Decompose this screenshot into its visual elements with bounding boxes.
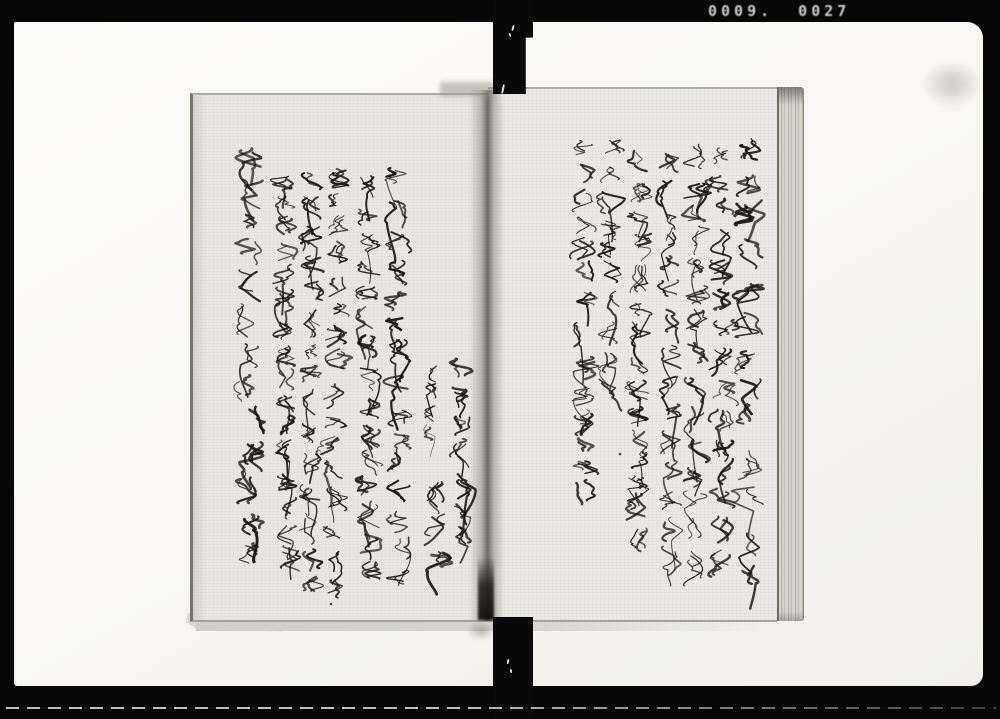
backing-shadow-blotch xyxy=(922,60,982,108)
film-edge-line xyxy=(6,707,996,709)
left-page xyxy=(190,93,488,622)
gutter-top-shadow xyxy=(440,82,494,96)
frame-counter: 0009. 0027 xyxy=(708,2,851,20)
book-strap-bottom xyxy=(493,617,533,719)
strap-shadow xyxy=(466,620,496,640)
gutter-shadow xyxy=(470,90,504,621)
fore-edge-page-stack xyxy=(777,87,804,621)
right-page xyxy=(488,87,777,622)
gutter-bottom-shadow xyxy=(478,556,494,620)
